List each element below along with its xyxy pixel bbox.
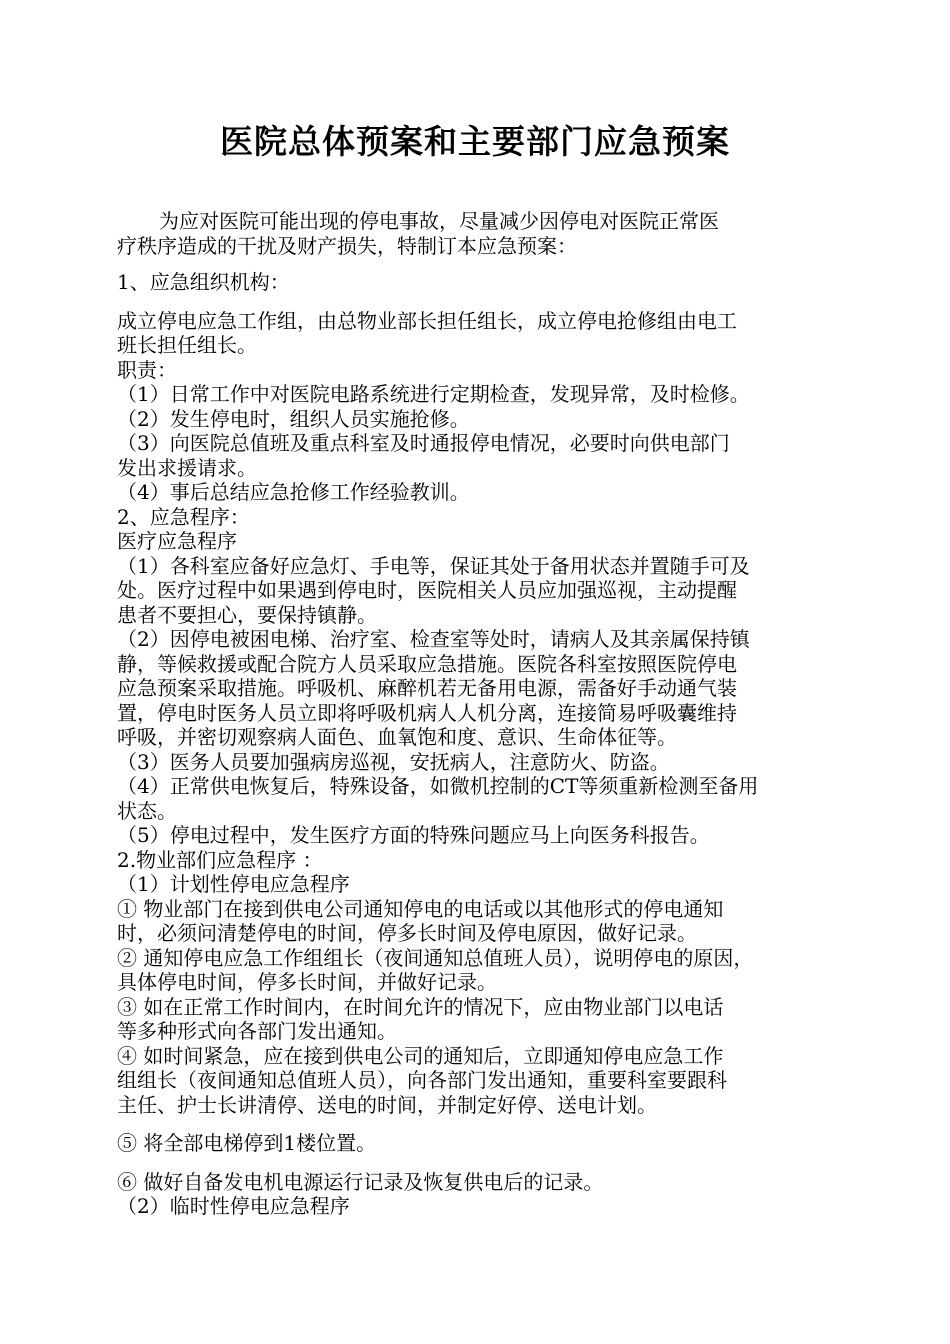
list-item: （2）因停电被困电梯、治疗室、检查室等处时，请病人及其亲属保持镇 xyxy=(117,627,750,651)
list-item: 组组长（夜间通知总值班人员），向各部门发出通知，重要科室要跟科 xyxy=(117,1068,727,1092)
document-title: 医院总体预案和主要部门应急预案 xyxy=(220,122,730,161)
subsection-heading: 2.物业部们应急程序 ： xyxy=(117,847,323,872)
list-item: 发出求援请求。 xyxy=(117,455,257,480)
list-item: （3）医务人员要加强病房巡视，安抚病人，注意防火、防盗。 xyxy=(117,749,670,774)
list-item: ⑥ 做好自备发电机电源运行记录及恢复供电后的记录。 xyxy=(117,1169,604,1194)
list-item: 患者不要担心，要保持镇静。 xyxy=(117,602,377,627)
list-item: ① 物业部门在接到供电公司通知停电的电话或以其他形式的停电通知 xyxy=(117,896,724,921)
list-item: 具体停电时间，停多长时间，并做好记录。 xyxy=(117,970,497,994)
list-item: ② 通知停电应急工作组组长（夜间通知总值班人员），说明停电的原因， xyxy=(117,945,754,970)
list-item: 置，停电时医务人员立即将呼吸机病人人机分离，连接简易呼吸囊维持 xyxy=(117,700,737,725)
paragraph-line: 班长担任组长。 xyxy=(117,333,257,357)
section-heading: 2、应急程序： xyxy=(117,504,250,529)
list-item: （2）发生停电时，组织人员实施抢修。 xyxy=(117,406,470,431)
intro-line: 为应对医院可能出现的停电事故，尽量减少因停电对医院正常医 xyxy=(159,209,719,233)
subsection-heading: （1）计划性停电应急程序 xyxy=(117,872,350,896)
list-item: 时，必须问清楚停电的时间，停多长时间及停电原因，做好记录。 xyxy=(117,921,697,945)
list-item: 处。医疗过程中如果遇到停电时，医院相关人员应加强巡视，主动提醒 xyxy=(117,578,737,602)
subsection-heading: （2）临时性停电应急程序 xyxy=(117,1194,350,1218)
list-item: 状态。 xyxy=(117,798,177,823)
paragraph-line: 职责： xyxy=(117,357,177,382)
list-item: 呼吸，并密切观察病人面色、血氧饱和度、意识、生命体征等。 xyxy=(117,725,677,749)
list-item: ③ 如在正常工作时间内，在时间允许的情况下，应由物业部门以电话 xyxy=(117,994,724,1019)
list-item: 静，等候救援或配合院方人员采取应急措施。医院各科室按照医院停电 xyxy=(117,651,737,676)
list-item: （4）正常供电恢复后，特殊设备，如微机控制的CT等须重新检测至备用 xyxy=(117,774,759,798)
list-item: ⑤ 将全部电梯停到1楼位置。 xyxy=(117,1131,377,1155)
list-item: （1）日常工作中对医院电路系统进行定期检查，发现异常，及时检修。 xyxy=(117,382,750,406)
list-item: （4）事后总结应急抢修工作经验教训。 xyxy=(117,480,470,504)
paragraph-line: 成立停电应急工作组，由总物业部长担任组长，成立停电抢修组由电工 xyxy=(117,308,737,333)
intro-line: 疗秩序造成的干扰及财产损失，特制订本应急预案： xyxy=(117,233,577,258)
list-item: （3）向医院总值班及重点科室及时通报停电情况，必要时向供电部门 xyxy=(117,431,730,455)
list-item: （5）停电过程中，发生医疗方面的特殊问题应马上向医务科报告。 xyxy=(117,823,710,847)
list-item: （1）各科室应备好应急灯、手电等，保证其处于备用状态并置随手可及 xyxy=(117,553,750,578)
list-item: 等多种形式向各部门发出通知。 xyxy=(117,1019,397,1043)
list-item: 主任、护士长讲清停、送电的时间，并制定好停、送电计划。 xyxy=(117,1092,657,1117)
list-item: ④ 如时间紧急，应在接到供电公司的通知后，立即通知停电应急工作 xyxy=(117,1043,724,1068)
list-item: 应急预案采取措施。呼吸机、麻醉机若无备用电源，需备好手动通气装 xyxy=(117,676,737,700)
section-heading: 1、应急组织机构： xyxy=(117,270,290,294)
subsection-heading: 医疗应急程序 xyxy=(117,529,237,553)
document-body xyxy=(117,209,837,1219)
